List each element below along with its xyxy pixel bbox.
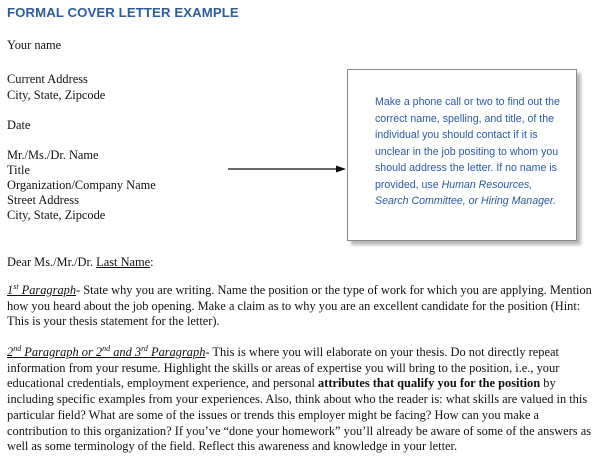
- lead-word: Paragraph: [18, 283, 77, 297]
- salutation-prefix: Dear Ms./Mr./Dr.: [7, 255, 97, 269]
- recipient-city: City, State, Zipcode: [7, 208, 106, 222]
- callout-text: [375, 94, 566, 210]
- salutation: [7, 255, 154, 270]
- paragraph-2: [7, 345, 597, 455]
- lead-superscript: nd: [102, 343, 111, 353]
- lead-superscript: rd: [141, 343, 148, 353]
- lead-part: 2: [7, 345, 14, 359]
- paragraph-2-lead: [7, 345, 205, 359]
- callout-examples: Human Resources, Search Committee, or Hiring Manager.: [375, 178, 556, 207]
- lead-part: and 3: [110, 345, 142, 359]
- lead-superscript: st: [13, 281, 19, 291]
- paragraph-2-emphasis: attributes that qualify you for the position: [318, 376, 541, 391]
- page-title: FORMAL COVER LETTER EXAMPLE: [7, 5, 239, 20]
- recipient-street: Street Address: [7, 193, 79, 207]
- paragraph-1-lead: [7, 283, 76, 297]
- paragraph-2-body-end: by including specific examples from your experiences. Also, think about who the reader is: what skills are valued in this particular field? What are some of the issues or trends this employer might be facing? How can you make a contribution to this organization? If you’ve “done your homework” you’ll already be aware of some of the answers as well as some terminology of the field. Reflect this awareness and knowledge in your letter.: [7, 376, 592, 454]
- sender-city: City, State, Zipcode: [7, 88, 106, 102]
- paragraph-2-body-start: - This is where you will elaborate on your thesis. Do not directly repeat information from your resume. Highlight the skills or areas of expertise you will bring to the position, i.e., your educational credentials, employment experience, and personal: [7, 345, 560, 391]
- paragraph-1-body: - State why you are writing. Name the position or the type of work for which you are applying. Mention how you heard about the job opening. Make a claim as to why you are an excellent candidate for the position (Hint: This is your thesis statement for the letter).: [7, 283, 592, 329]
- sender-address: Current Address: [7, 72, 88, 86]
- salutation-last-name: Last Name: [96, 255, 151, 269]
- paragraph-1: [7, 283, 597, 330]
- lead-number: 1: [7, 283, 14, 297]
- recipient-organization: Organization/Company Name: [7, 178, 156, 192]
- recipient-title: Title: [7, 163, 30, 177]
- salutation-suffix: :: [150, 255, 154, 269]
- callout-note: [347, 69, 577, 241]
- lead-superscript: nd: [13, 343, 22, 353]
- recipient-name: Mr./Ms./Dr. Name: [7, 148, 99, 162]
- letter-date: Date: [7, 118, 31, 132]
- callout-body: Make a phone call or two to find out the correct name, spelling, and title, of the individual you should contact if it is unclear in the job positing to whom you should address the letter. If no name is provided, use: [375, 96, 560, 191]
- sender-name: Your name: [7, 38, 62, 52]
- lead-part: Paragraph: [147, 345, 206, 359]
- pointer-arrow-icon: [228, 164, 346, 174]
- lead-part: Paragraph or 2: [21, 345, 103, 359]
